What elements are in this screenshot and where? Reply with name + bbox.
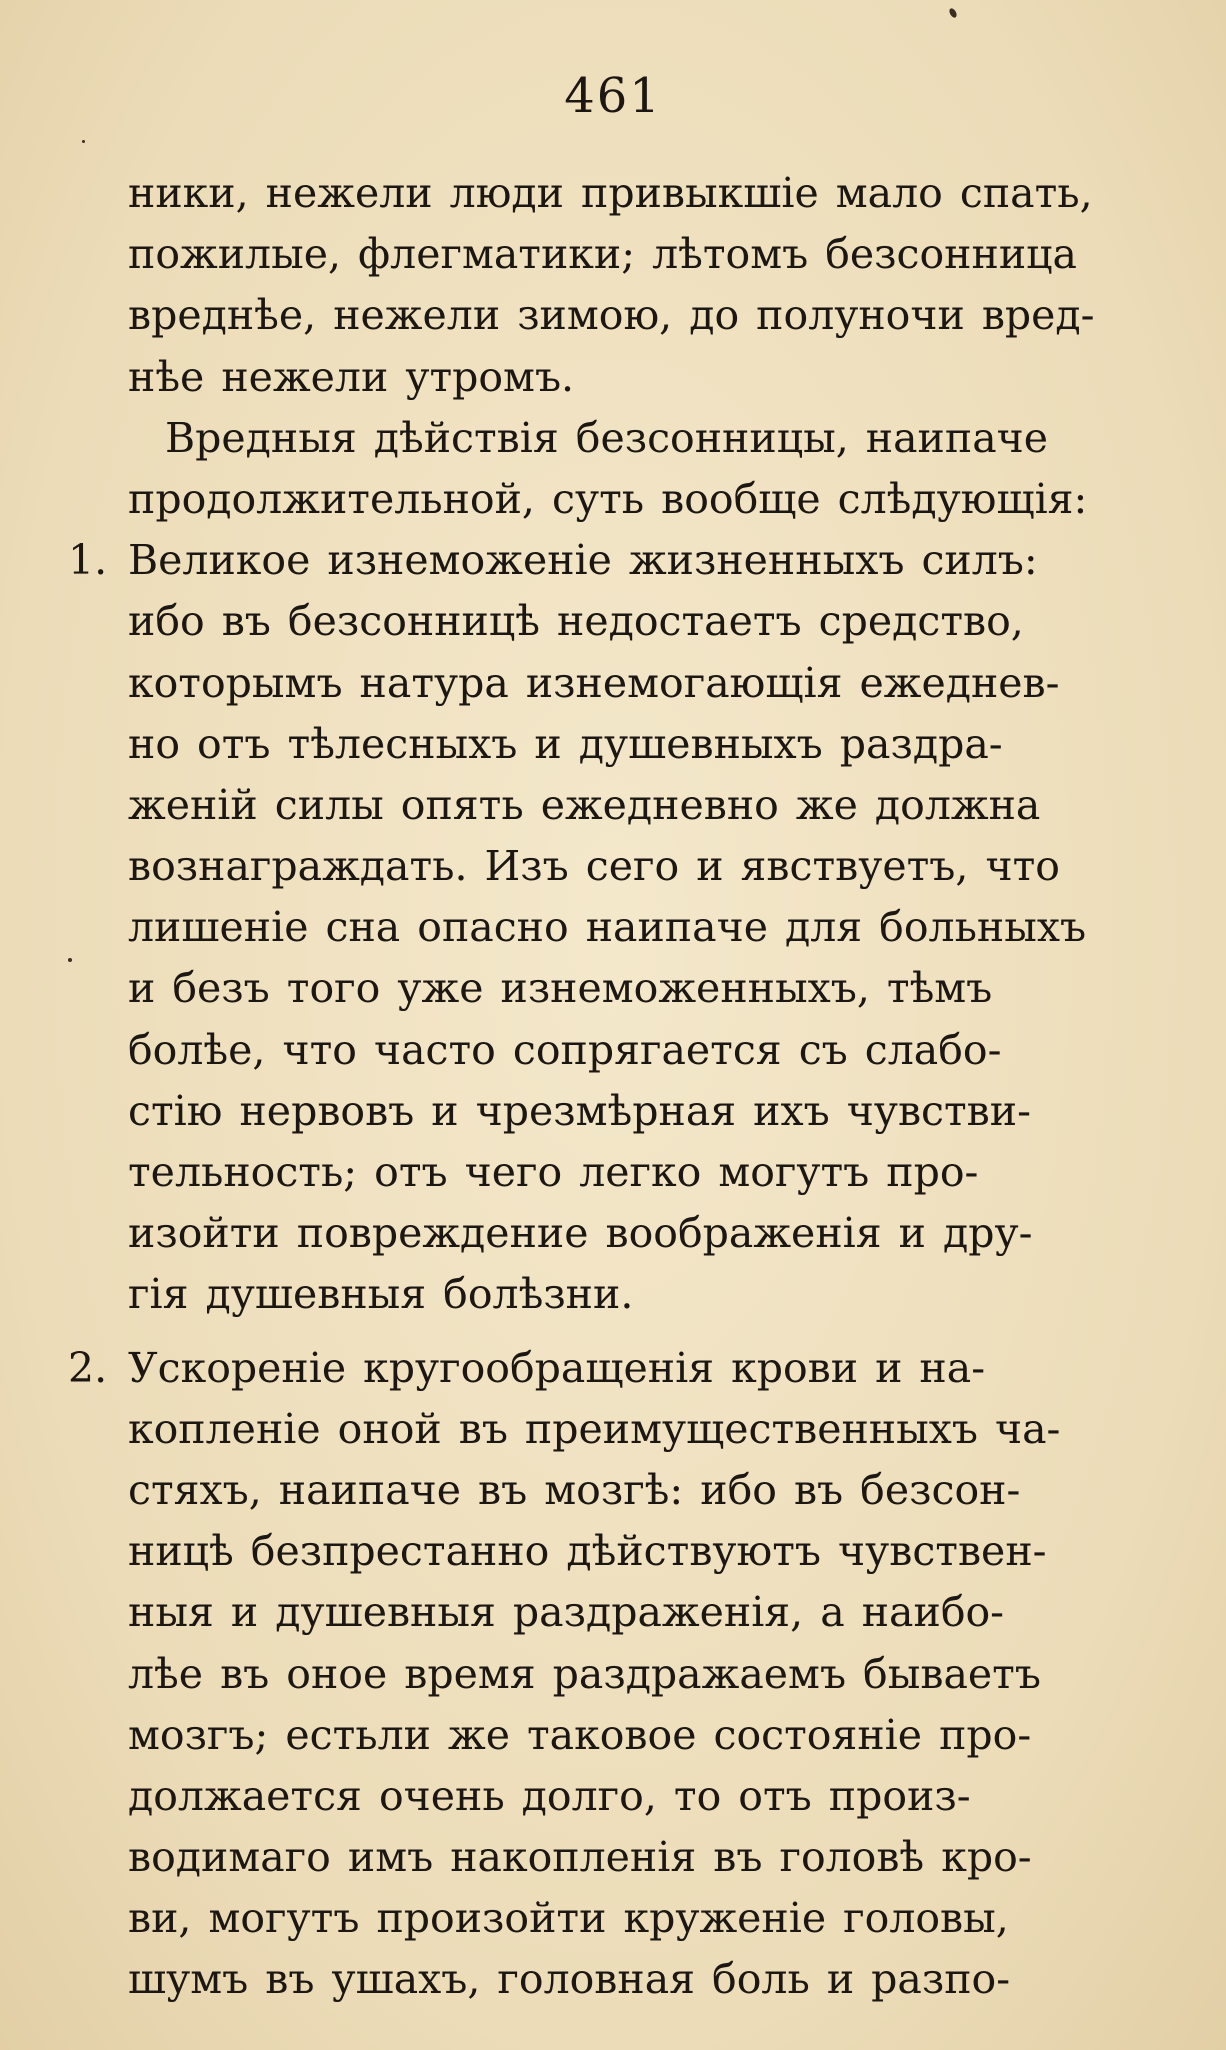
text-line [0, 591, 1226, 652]
text-line [0, 958, 1226, 1019]
text-line [0, 897, 1226, 958]
line-text: стяхъ, наипаче въ мозгѣ: ибо въ безсон- [128, 1465, 1021, 1514]
line-text: мозгъ; естьли же таковое состояніе про- [128, 1710, 1032, 1759]
text-line [0, 1766, 1226, 1827]
body-text [0, 163, 1226, 2011]
line-text: лѣе въ оное время раздражаемъ бываетъ [128, 1649, 1041, 1698]
line-text: и безъ того уже изнеможенныхъ, тѣмъ [128, 964, 993, 1013]
text-line [0, 653, 1226, 714]
line-text: Ускореніе кругообращенія крови и на- [128, 1343, 986, 1392]
text-line [0, 1264, 1226, 1325]
line-text: ницѣ безпрестанно дѣйствуютъ чувствен- [128, 1527, 1047, 1576]
text-line [0, 285, 1226, 346]
line-text: тельность; отъ чего легко могутъ про- [128, 1148, 979, 1196]
text-line [0, 347, 1226, 408]
line-text: шумъ въ ушахъ, головная боль и разпо- [128, 1955, 1011, 2004]
line-text: копленіе оной въ преимущественныхъ ча- [128, 1404, 1061, 1453]
text-line [0, 1949, 1226, 2010]
text-line [0, 1081, 1226, 1142]
text-line [0, 1521, 1226, 1582]
text-line [0, 1203, 1226, 1264]
text-line [0, 1020, 1226, 1081]
line-text: ви, могутъ произойти круженіе головы, [128, 1894, 1009, 1943]
line-text: которымъ натура изнемогающія ежеднев- [128, 658, 1060, 707]
line-text: стію нервовъ и чрезмѣрная ихъ чувстви- [128, 1086, 1031, 1135]
text-line [0, 1338, 1226, 1399]
line-text: продолжительной, суть вообще слѣдующія: [128, 474, 1088, 523]
line-text: ники, нежели люди привыкшіе мало спать, [128, 169, 1093, 217]
page-number: 461 [564, 68, 662, 124]
text-line [0, 224, 1226, 285]
text-line [0, 1582, 1226, 1643]
line-text: женій силы опять ежедневно же должна [128, 780, 1041, 829]
line-text: должается очень долго, то отъ произ- [128, 1771, 971, 1820]
line-text: ибо въ безсонницѣ недостаетъ средство, [128, 597, 1024, 646]
text-line [0, 714, 1226, 775]
line-text: вознаграждать. Изъ сего и явствуетъ, что [128, 842, 1060, 891]
line-text: водимаго имъ накопленія въ головѣ кро- [128, 1833, 1032, 1882]
line-text: но отъ тѣлесныхъ и душевныхъ раздра- [128, 719, 1003, 768]
text-line [0, 530, 1226, 591]
text-line [0, 1142, 1226, 1203]
line-text: гія душевныя болѣзни. [128, 1270, 634, 1319]
text-line [0, 836, 1226, 897]
paragraph [0, 163, 1226, 408]
text-line [0, 1827, 1226, 1888]
text-line [0, 1460, 1226, 1521]
text-line [0, 1399, 1226, 1460]
line-text: изойти повреждение воображенія и дру- [128, 1209, 1033, 1258]
list-marker: 1. [68, 536, 108, 585]
line-text: лишеніе сна опасно наипаче для больныхъ [128, 903, 1087, 952]
text-line [0, 1705, 1226, 1766]
line-text: ныя и душевныя раздраженія, а наибо- [128, 1588, 1005, 1637]
text-line [0, 1644, 1226, 1705]
line-text: Великое изнеможеніе жизненныхъ силъ: [128, 536, 1038, 585]
ink-speck [948, 7, 958, 19]
text-line [0, 469, 1226, 530]
text-line [0, 1888, 1226, 1949]
list-item [0, 1338, 1226, 2011]
ink-speck [68, 958, 72, 962]
line-text: Вредныя дѣйствія безсонницы, наипаче [165, 413, 1049, 462]
text-line [0, 775, 1226, 836]
list-item [0, 530, 1226, 1325]
line-text: пожилые, флегматики; лѣтомъ безсонница [128, 230, 1077, 279]
line-text: вреднѣе, нежели зимою, до полуночи вред- [128, 291, 1095, 340]
paragraph [0, 408, 1226, 530]
ink-speck [82, 140, 85, 143]
line-text: болѣе, что часто сопрягается съ слабо- [128, 1025, 1002, 1074]
line-text: нѣе нежели утромъ. [128, 352, 575, 401]
text-line [0, 408, 1226, 469]
text-line [0, 163, 1226, 224]
list-marker: 2. [68, 1343, 108, 1392]
